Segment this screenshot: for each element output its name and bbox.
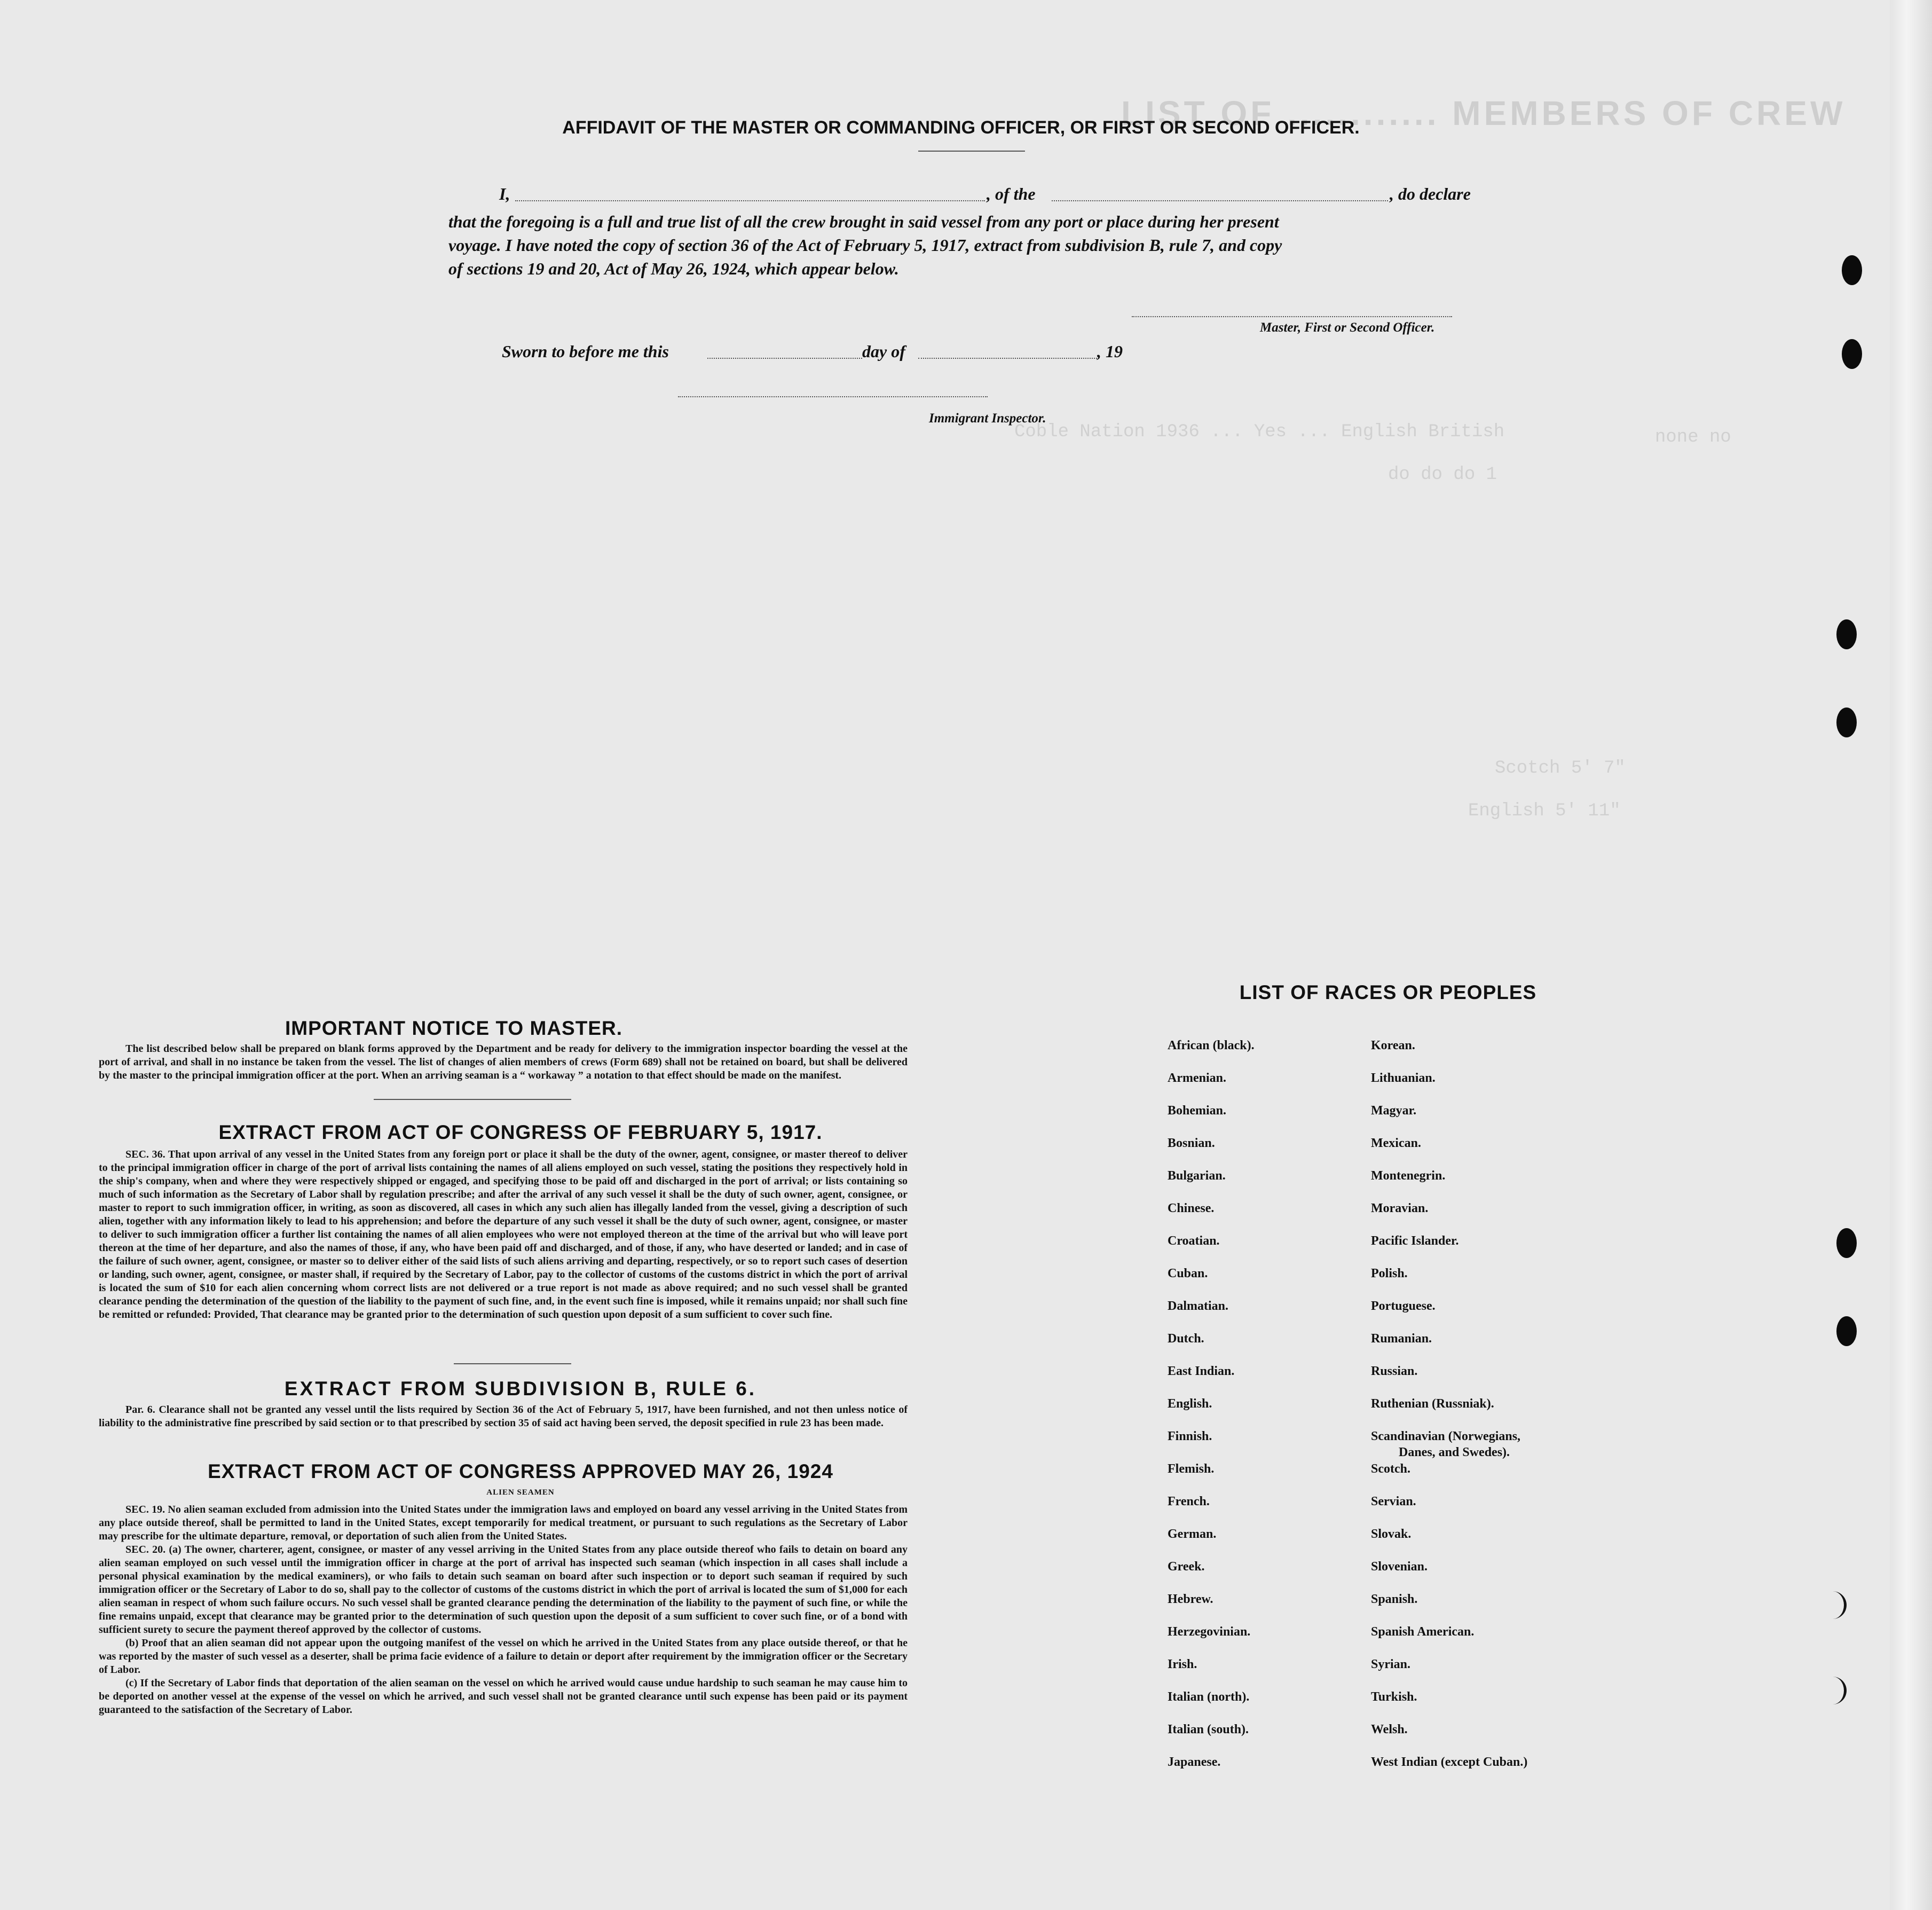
punch-hole (1836, 1316, 1857, 1346)
punch-hole (1836, 1228, 1857, 1258)
race-item-continuation: Danes, and Swedes). (1399, 1445, 1510, 1459)
race-item: Lithuanian. (1371, 1071, 1436, 1085)
race-item: Turkish. (1371, 1690, 1417, 1704)
race-item: Polish. (1371, 1267, 1408, 1280)
extract-1917-paragraph: SEC. 36. That upon arrival of any vessel in the United States from any foreign port or place it shall be the duty of the owner, agent, consignee, or master thereof to deliver to the principal immigration officer in charge of the port of arrival lists containing the names of all aliens employed on such vessel, stating the positions they respectively hold in the ship's company, when and where they were respectively shipped or engaged, and specifying those to be paid off and discharged in the port of arrival; or lists containing so much of such information as the Secretary of Labor shall by regulation prescribe; and after the arrival of any such vessel it shall be the duty of such owner, agent, consignee, or master to report to such immigration officer, in writing, as soon as discovered, all cases in which any such alien has illegally landed from the vessel, giving a description of such alien, together with any information likely to lead to his apprehension; and before the departure of any such vessel it shall be the duty of such owner, agent, consignee, or master to deliver to such immigration officer a further list containing the names of all alien employees who were not employed thereon at the time of the arrival but who will leave port thereon at the time of her departure, and also the names of those, if any, who have been paid off and discharged, and of those, if any, who have deserted or landed; and in case of the failure of such owner, agent, consignee, or master so to deliver either of the said lists of such aliens arriving and departing, respectively, or so to report such cases of desertion or landing, such owner, agent, consignee, or master shall, if required by the Secretary of Labor, pay to the collector of customs of the customs district in which the port of arrival is located the sum of $10 for each alien concerning whom correct lists are not delivered or a true report is not made as above required; and no such vessel shall be granted clearance pending the determination of the question of the liability to the payment of such fine, and, in the event such fine is imposed, while it remains unpaid; nor shall such fine be remitted or refunded: Provided, That clearance may be granted prior to the determination of such question upon deposit of a sum sufficient to cover such fine. (99, 1149, 908, 1321)
affidavit-of-the: , of the (987, 184, 1036, 203)
race-item: Scandinavian (Norwegians, (1371, 1429, 1521, 1443)
extract-1917-title: EXTRACT FROM ACT OF CONGRESS OF FEBRUARY 5, 1917. (218, 1121, 823, 1143)
year-label: , 19 (1097, 342, 1123, 361)
affidavit-i: I, (499, 184, 510, 203)
race-item: Mexican. (1371, 1136, 1421, 1150)
extract-rule6-paragraph: Par. 6. Clearance shall not be granted any vessel until the lists required by Section 36 of the Act of February 5, 1917, have been furnished, and not then unless notice of liability to the administrative fine prescribed by said section or to that prescribed by section 35 of said act having been served, the deposit specified in rule 23 has been made. (99, 1404, 908, 1429)
race-item: Irish. (1168, 1657, 1197, 1671)
race-item: French. (1168, 1495, 1210, 1508)
race-item: Spanish American. (1371, 1625, 1474, 1639)
race-item: Spanish. (1371, 1592, 1418, 1606)
affidavit-body-1: that the foregoing is a full and true list of all the crew brought in said vessel from any port or place during her present (448, 212, 1279, 231)
race-item: Slovenian. (1371, 1560, 1428, 1574)
race-item: Servian. (1371, 1495, 1416, 1508)
race-item: Scotch. (1371, 1462, 1410, 1476)
punch-hole (1836, 708, 1857, 737)
affidavit-body-3: of sections 19 and 20, Act of May 26, 1924, which appear below. (448, 259, 899, 278)
sworn-day-field[interactable] (707, 358, 862, 359)
races-title: LIST OF RACES OR PEOPLES (1239, 981, 1537, 1003)
punch-hole (1842, 255, 1862, 285)
sec20a-paragraph: SEC. 20. (a) The owner, charterer, agent, consignee, or master of any vessel arriving in the United States from any place outside thereof who fails to detain on board any alien seaman employed on such vessel until the immigration officer in charge at the port of arrival has inspected such seaman (which inspection in all cases shall include a personal physical examination by the medical examiners), or who fails to detain such seaman on board after such inspection or to deport such seaman if required by such immigration officer or the Secretary of Labor to do so, shall pay to the collector of customs of the customs district in which the port of arrival is located the sum of $1,000 for each alien seaman in respect of whom such failure occurs. No such vessel shall be granted clearance pending the determination of the liability to the payment of such fine, or while the fine remains unpaid, except that clearance may be granted prior to the determination of such question upon the deposit of a sum sufficient to cover such fine, or of a bond with sufficient surety to secure the payment thereof approved by the collector of customs. (99, 1544, 908, 1636)
race-item: East Indian. (1168, 1364, 1235, 1378)
notice-text (99, 1042, 908, 1082)
race-item: Italian (south). (1168, 1723, 1249, 1736)
race-item: Russian. (1371, 1364, 1418, 1378)
race-item: Hebrew. (1168, 1592, 1213, 1606)
sec20c-paragraph: (c) If the Secretary of Labor finds that deportation of the alien seaman on the vessel on which he arrived would cause undue hardship to such seaman he may cause him to be deported on another vessel at the expense of the vessel on which he arrived, and such vessel shall not be granted clearance until such expense has been paid or its payment guaranteed to the satisfaction of the Secretary of Labor. (99, 1677, 908, 1716)
race-item: Montenegrin. (1371, 1169, 1446, 1183)
bleed-through-text: none no (1655, 427, 1731, 447)
race-item: African (black). (1168, 1039, 1255, 1052)
extract-1924-subtitle: ALIEN SEAMEN (486, 1488, 555, 1497)
race-item: Portuguese. (1371, 1299, 1436, 1313)
race-item: Finnish. (1168, 1429, 1212, 1443)
affidavit-body-2: voyage. I have noted the copy of section 36 of the Act of February 5, 1917, extract from subdivision B, rule 7, and copy (448, 235, 1282, 255)
race-item: Bulgarian. (1168, 1169, 1226, 1183)
race-item: Syrian. (1371, 1657, 1411, 1671)
page-edge (1890, 0, 1932, 1910)
divider (918, 151, 1025, 152)
extract-1917-text (99, 1148, 908, 1322)
master-signature-field[interactable] (1132, 316, 1452, 317)
bleed-through-text: Coble Nation 1936 ... Yes ... English British (1014, 422, 1505, 442)
bleed-through-text: LIST OF ............ MEMBERS OF CREW (1121, 94, 1846, 132)
race-item: Slovak. (1371, 1527, 1411, 1541)
race-item: Herzegovinian. (1168, 1625, 1251, 1639)
race-item: Croatian. (1168, 1234, 1220, 1248)
race-item: Chinese. (1168, 1201, 1215, 1215)
race-item: West Indian (except Cuban.) (1371, 1755, 1528, 1769)
race-item: Korean. (1371, 1039, 1415, 1052)
inspector-signature-label: Immigrant Inspector. (929, 411, 1046, 426)
race-item: Japanese. (1168, 1755, 1221, 1769)
race-item: English. (1168, 1397, 1212, 1411)
bleed-through-text: English 5' 11" (1468, 801, 1621, 821)
race-item: Bohemian. (1168, 1104, 1227, 1118)
race-item: Ruthenian (Russniak). (1371, 1397, 1494, 1411)
notice-title: IMPORTANT NOTICE TO MASTER. (285, 1017, 622, 1039)
day-of-label: day of (862, 342, 905, 361)
race-item: Dalmatian. (1168, 1299, 1228, 1313)
race-item: Greek. (1168, 1560, 1205, 1574)
divider (454, 1363, 571, 1364)
affidavit-title: AFFIDAVIT OF THE MASTER OR COMMANDING OFFICER, OR FIRST OR SECOND OFFICER. (562, 117, 1360, 138)
sec20b-paragraph: (b) Proof that an alien seaman did not appear upon the outgoing manifest of the vessel on which he arrived in the United States from any place outside thereof, or that he was reported by the master of such vessel as a deserter, shall be prima facie evidence of a failure to detain or deport after requirement by the immigration officer or the Secretary of Labor. (99, 1637, 908, 1676)
master-signature-label: Master, First or Second Officer. (1260, 320, 1435, 335)
sworn-month-field[interactable] (918, 358, 1097, 359)
bleed-through-text: do do do 1 (1388, 465, 1497, 485)
punch-hole (1836, 619, 1857, 649)
name-field[interactable] (515, 200, 985, 201)
race-item: German. (1168, 1527, 1217, 1541)
race-item: Bosnian. (1168, 1136, 1215, 1150)
vessel-field[interactable] (1052, 200, 1388, 201)
race-item: Italian (north). (1168, 1690, 1250, 1704)
extract-1924-text (99, 1503, 908, 1717)
affidavit-declare: , do declare (1390, 184, 1471, 203)
notice-paragraph: The list described below shall be prepared on blank forms approved by the Department and be ready for delivery to the immigration inspector boarding the vessel at the port of arrival, and shall in no instance be taken from the vessel. The list of changes of alien members of crews (Form 689) shall not be retained on board, but shall be delivered by the master to the principal immigration officer at the port. When an arriving seaman is a “ workaway ” a notation to that effect should be made on the manifest. (99, 1043, 908, 1081)
extract-1924-title: EXTRACT FROM ACT OF CONGRESS APPROVED MAY 26, 1924 (208, 1460, 833, 1482)
race-item: Rumanian. (1371, 1332, 1432, 1346)
sworn-label: Sworn to before me this (502, 342, 669, 361)
punch-hole (1826, 1591, 1847, 1619)
race-item: Dutch. (1168, 1332, 1204, 1346)
race-item: Pacific Islander. (1371, 1234, 1459, 1248)
race-item: Magyar. (1371, 1104, 1417, 1118)
race-item: Cuban. (1168, 1267, 1208, 1280)
bleed-through-text: Scotch 5' 7" (1495, 758, 1626, 779)
race-item: Armenian. (1168, 1071, 1226, 1085)
divider (374, 1099, 571, 1100)
extract-rule6-text (99, 1403, 908, 1430)
punch-hole (1826, 1677, 1847, 1704)
inspector-signature-field[interactable] (678, 396, 988, 397)
extract-rule6-title: EXTRACT FROM SUBDIVISION B, RULE 6. (284, 1378, 757, 1400)
punch-hole (1842, 339, 1862, 369)
race-item: Welsh. (1371, 1723, 1408, 1736)
sec19-paragraph: SEC. 19. No alien seaman excluded from admission into the United States under the immigration laws and employed on board any vessel arriving in the United States from any place outside thereof, shall be permitted to land in the United States, except temporarily for medical treatment, or pursuant to such regulations as the Secretary of Labor may prescribe for the ultimate departure, removal, or deportation of such alien from the United States. (99, 1504, 908, 1542)
race-item: Flemish. (1168, 1462, 1215, 1476)
race-item: Moravian. (1371, 1201, 1429, 1215)
